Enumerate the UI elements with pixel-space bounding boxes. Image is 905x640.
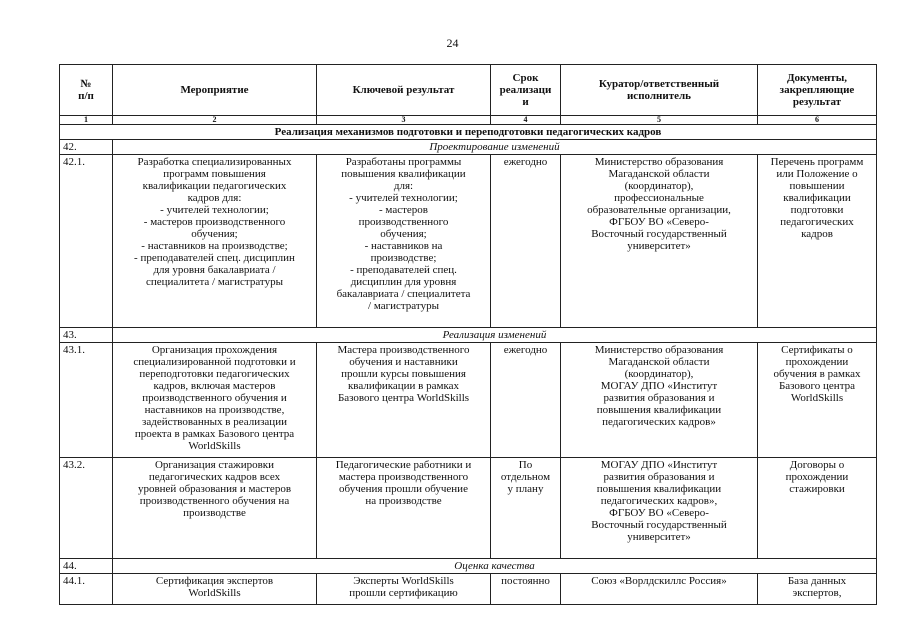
row-number: 43.2.	[60, 458, 113, 559]
header-curator: Куратор/ответственный исполнитель	[561, 65, 758, 116]
col-number: 4	[491, 116, 561, 125]
group-number: 42.	[60, 140, 113, 155]
row-curator: Министерство образования Магаданской области (координатор), профессиональные образовательные организации, ФГБОУ ВО «Северо- Восточный государственный университет»	[561, 155, 758, 328]
action-plan-table	[59, 64, 877, 605]
page-number: 24	[446, 36, 459, 50]
row-number: 44.1.	[60, 574, 113, 605]
col-number: 3	[317, 116, 491, 125]
section-row	[60, 125, 877, 140]
group-row	[60, 328, 877, 343]
row-term: По отдельном у плану	[491, 458, 561, 559]
col-number: 2	[113, 116, 317, 125]
row-docs: Сертификаты о прохождении обучения в рамках Базового центра WorldSkills	[758, 343, 877, 458]
row-result: Разработаны программы повышения квалификации для: - учителей технологии; - мастеров производственного обучения; - наставников на производстве; - преподавателей спец. дисциплин для уровня бакалавриата / специалитета / магистратуры	[317, 155, 491, 328]
row-curator: Министерство образования Магаданской области (координатор), МОГАУ ДПО «Институт развития образования и повышения квалификации педагогических кадров»	[561, 343, 758, 458]
row-number: 43.1.	[60, 343, 113, 458]
row-curator: Союз «Ворлдскиллс Россия»	[561, 574, 758, 605]
row-docs: База данных экспертов,	[758, 574, 877, 605]
header-term: Срок реализаци и	[491, 65, 561, 116]
row-event: Организация стажировки педагогических кадров всех уровней образования и мастеров производственного обучения на производстве	[113, 458, 317, 559]
row-event: Разработка специализированных программ повышения квалификации педагогических кадров для: - учителей технологии; - мастеров производственного обучения; - наставников на производстве; - преподавателей спец. дисциплин для уровня бакалавриата / специалитета / магистратуры	[113, 155, 317, 328]
col-number: 1	[60, 116, 113, 125]
group-title: Проектирование изменений	[113, 140, 877, 155]
header-num: № п/п	[60, 65, 113, 116]
row-docs: Договоры о прохождении стажировки	[758, 458, 877, 559]
group-title: Реализация изменений	[113, 328, 877, 343]
group-title: Оценка качества	[113, 559, 877, 574]
group-number: 43.	[60, 328, 113, 343]
table-row	[60, 343, 877, 458]
row-event: Организация прохождения специализированной подготовки и переподготовки педагогических кадров, включая мастеров производственного обучения и наставников на производстве, задействованных в реализации проекта в рамках Базового центра WorldSkills	[113, 343, 317, 458]
col-number: 5	[561, 116, 758, 125]
row-result: Эксперты WorldSkills прошли сертификацию	[317, 574, 491, 605]
row-term: постоянно	[491, 574, 561, 605]
group-row	[60, 559, 877, 574]
row-term: ежегодно	[491, 343, 561, 458]
column-number-row	[60, 116, 877, 125]
header-docs: Документы, закрепляющие результат	[758, 65, 877, 116]
row-result: Мастера производственного обучения и наставники прошли курсы повышения квалификации в рамках Базового центра WorldSkills	[317, 343, 491, 458]
group-row	[60, 140, 877, 155]
table-row	[60, 458, 877, 559]
row-result: Педагогические работники и мастера производственного обучения прошли обучение на производстве	[317, 458, 491, 559]
header-result: Ключевой результат	[317, 65, 491, 116]
section-title: Реализация механизмов подготовки и переподготовки педагогических кадров	[60, 125, 877, 140]
row-term: ежегодно	[491, 155, 561, 328]
header-event: Мероприятие	[113, 65, 317, 116]
table-row	[60, 155, 877, 328]
col-number: 6	[758, 116, 877, 125]
row-number: 42.1.	[60, 155, 113, 328]
row-curator: МОГАУ ДПО «Институт развития образования и повышения квалификации педагогических кадров», ФГБОУ ВО «Северо- Восточный государственный университет»	[561, 458, 758, 559]
header-row	[60, 65, 877, 116]
row-docs: Перечень программ или Положение о повышении квалификации подготовки педагогических кадров	[758, 155, 877, 328]
group-number: 44.	[60, 559, 113, 574]
row-event: Сертификация экспертов WorldSkills	[113, 574, 317, 605]
table-row	[60, 574, 877, 605]
